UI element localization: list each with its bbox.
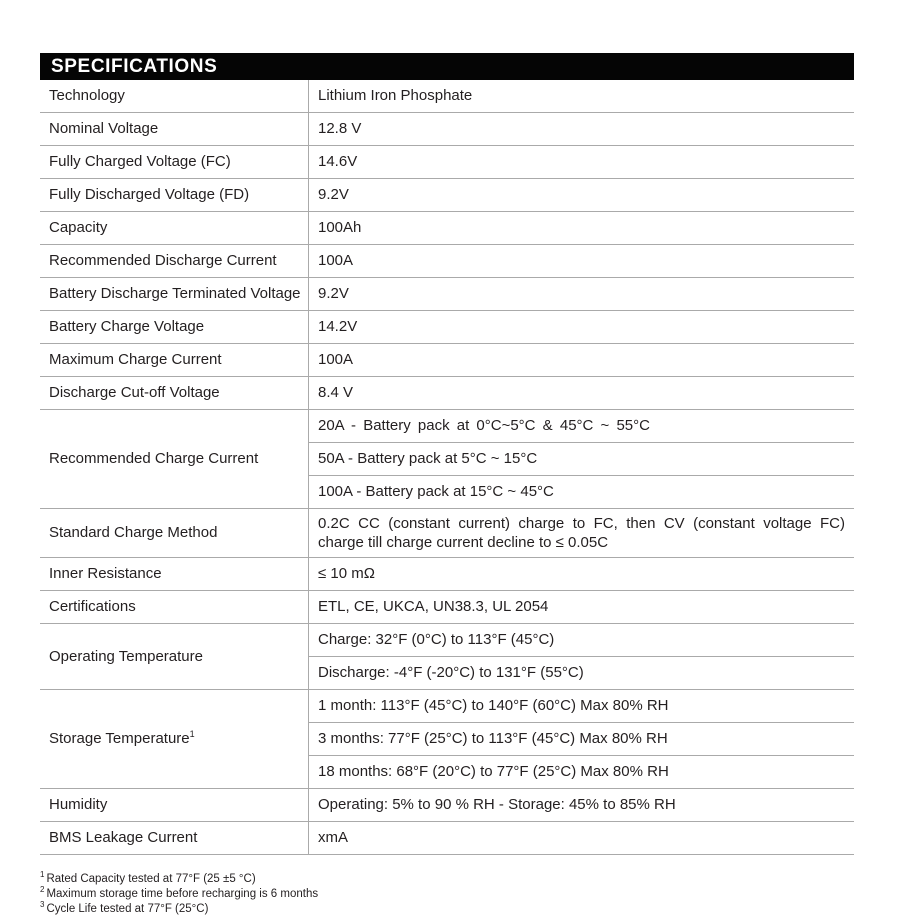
spec-label: Fully Charged Voltage (FC) — [40, 146, 309, 179]
spec-value: 8.4 V — [309, 377, 855, 410]
spec-value: 9.2V — [309, 278, 855, 311]
footnotes — [40, 872, 854, 917]
spec-label: Operating Temperature — [40, 624, 309, 690]
spec-label: BMS Leakage Current — [40, 822, 309, 855]
footnote-marker: 1 — [40, 870, 45, 880]
spec-label: Battery Discharge Terminated Voltage — [40, 278, 309, 311]
spec-label: Inner Resistance — [40, 558, 309, 591]
table-row — [40, 311, 854, 344]
spec-value: 100A — [309, 344, 855, 377]
table-row — [40, 822, 854, 855]
spec-value: 100Ah — [309, 212, 855, 245]
spec-value: 50A - Battery pack at 5°C ~ 15°C — [309, 443, 855, 476]
table-row — [40, 624, 854, 657]
spec-value: 9.2V — [309, 179, 855, 212]
spec-label: Fully Discharged Voltage (FD) — [40, 179, 309, 212]
spec-value: ≤ 10 mΩ — [309, 558, 855, 591]
spec-value: Lithium Iron Phosphate — [318, 87, 473, 104]
table-row — [40, 80, 854, 113]
table-row — [40, 179, 854, 212]
spec-label: Humidity — [40, 789, 309, 822]
footnote-text: Rated Capacity tested at 77°F (25 ±5 °C) — [46, 873, 256, 885]
spec-value: 20A - Battery pack at 0°C~5°C & 45°C ~ 55°C — [309, 410, 855, 443]
table-row — [40, 344, 854, 377]
section-header-bar — [40, 53, 854, 80]
table-row — [40, 690, 854, 723]
table-row — [40, 558, 854, 591]
spec-label: Recommended Charge Current — [40, 410, 309, 509]
footnote-text: Cycle Life tested at 77°F (25°C) — [46, 903, 209, 915]
footnote — [40, 872, 854, 887]
spec-value: ETL, CE, UKCA, UN38.3, UL 2054 — [309, 591, 855, 624]
spec-label: Capacity — [40, 212, 309, 245]
spec-label: Technology — [40, 80, 309, 113]
table-row — [40, 245, 854, 278]
spec-label — [40, 690, 309, 789]
spec-label: Discharge Cut-off Voltage — [40, 377, 309, 410]
spec-value: 1 month: 113°F (45°C) to 140°F (60°C) Max 80% RH — [309, 690, 855, 723]
section-title: SPECIFICATIONS — [51, 56, 218, 77]
spec-table — [40, 80, 854, 855]
spec-label: Battery Charge Voltage — [40, 311, 309, 344]
table-row — [40, 377, 854, 410]
table-row — [40, 146, 854, 179]
spec-value: Discharge: -4°F (-20°C) to 131°F (55°C) — [309, 657, 855, 690]
table-row — [40, 212, 854, 245]
spec-value: 3 months: 77°F (25°C) to 113°F (45°C) Max 80% RH — [309, 723, 855, 756]
spec-value: Charge: 32°F (0°C) to 113°F (45°C) — [309, 624, 855, 657]
table-row — [40, 410, 854, 443]
spec-label: Standard Charge Method — [40, 509, 309, 558]
table-row — [40, 789, 854, 822]
footnote-text: Maximum storage time before recharging is 6 months — [46, 888, 319, 900]
spec-value: 14.6V — [309, 146, 855, 179]
footnote — [40, 902, 854, 917]
spec-value: 14.2V — [309, 311, 855, 344]
table-row — [40, 113, 854, 146]
footnote-ref: 1 — [189, 729, 195, 739]
spec-value: 100A — [309, 245, 855, 278]
spec-value: xmA — [309, 822, 855, 855]
spec-value: 100A - Battery pack at 15°C ~ 45°C — [309, 476, 855, 509]
table-row — [40, 509, 854, 558]
spec-value: Operating: 5% to 90 % RH - Storage: 45% to 85% RH — [309, 789, 855, 822]
footnote-marker: 2 — [40, 885, 45, 895]
spec-label: Certifications — [40, 591, 309, 624]
spec-label: Recommended Discharge Current — [40, 245, 309, 278]
spec-label: Maximum Charge Current — [40, 344, 309, 377]
spec-table-section — [40, 53, 854, 917]
spec-label-text: Storage Temperature — [49, 730, 190, 747]
spec-label: Nominal Voltage — [40, 113, 309, 146]
table-row — [40, 591, 854, 624]
spec-value: 18 months: 68°F (20°C) to 77°F (25°C) Max 80% RH — [309, 756, 855, 789]
table-row — [40, 278, 854, 311]
footnote-marker: 3 — [40, 900, 45, 910]
spec-value: 0.2C CC (constant current) charge to FC, then CV (constant voltage FC) charge till charge current decline to ≤ 0.05C — [309, 509, 855, 558]
spec-value: 12.8 V — [309, 113, 855, 146]
